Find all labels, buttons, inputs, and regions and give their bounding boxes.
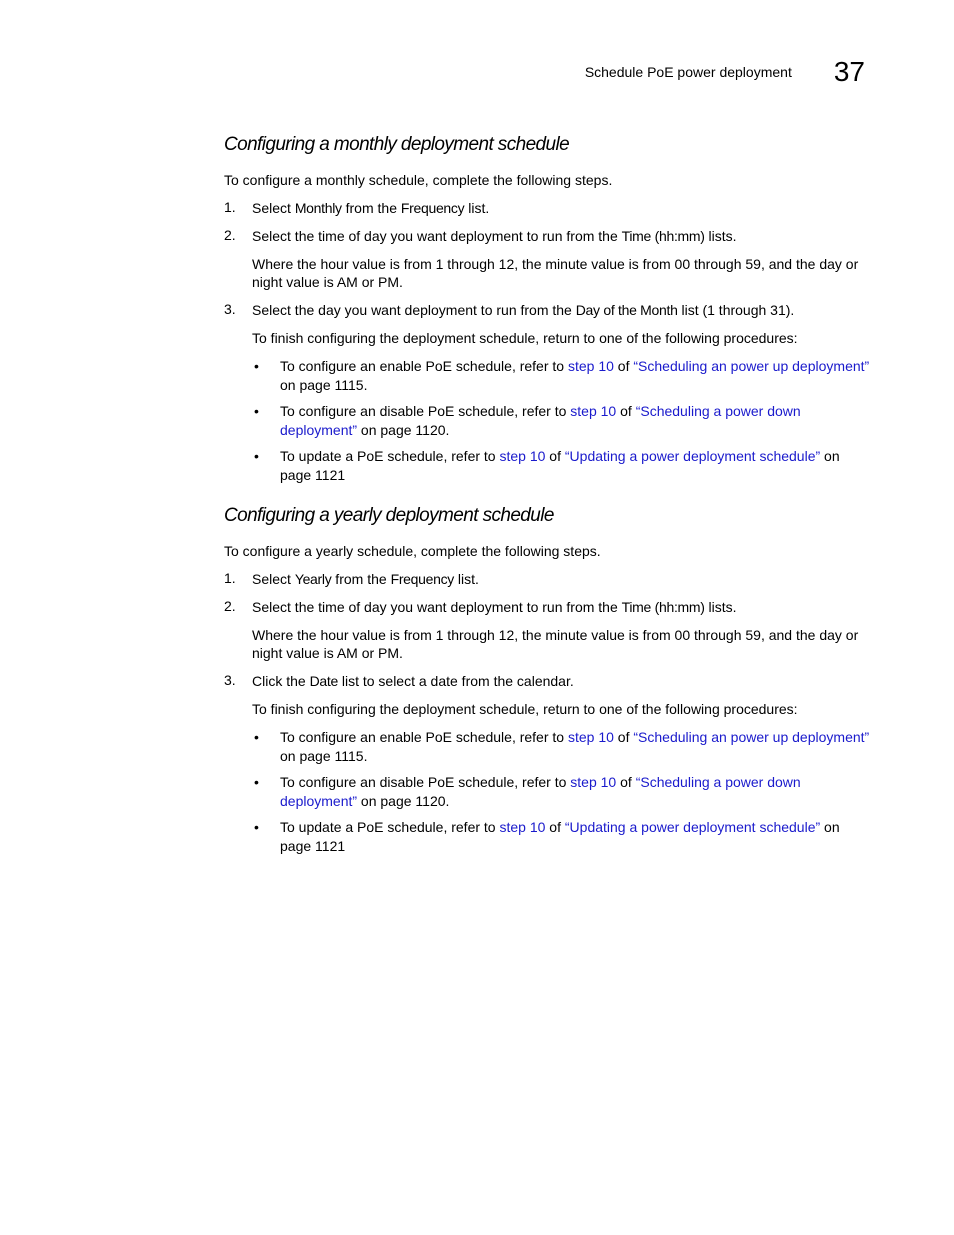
ui-term: Frequency [390,571,455,587]
ui-term: Frequency [400,200,465,216]
step-link[interactable]: step 10 [567,358,614,374]
list-item: • To update a PoE schedule, refer to step 10 of “Updating a power deployment schedule” on page 1121 [254,819,840,854]
bullet-icon: • [254,358,259,374]
step-text: Click the Date list to select a date from the calendar. [252,673,574,689]
section-intro: To configure a monthly schedule, complete the following steps. [224,172,613,188]
step-link[interactable]: step 10 [499,819,546,835]
ui-term: Day of the Month [575,302,678,318]
step-link[interactable]: step 10 [570,403,617,419]
section-intro: To configure a yearly schedule, complete the following steps. [224,543,601,559]
running-title: Schedule PoE power deployment [584,64,792,80]
step-number: 2. [224,227,236,243]
section-heading: Configuring a yearly deployment schedule [224,505,554,526]
section-heading: Configuring a monthly deployment schedule [224,134,570,155]
step-1 [224,570,874,588]
bullet-icon: • [254,403,259,419]
step-link[interactable]: step 10 [499,448,546,464]
section-yearly [224,504,874,866]
xref-link[interactable]: “Scheduling an power up deployment” [633,729,870,745]
step-3 [224,672,874,856]
list-item: • To update a PoE schedule, refer to step 10 of “Updating a power deployment schedule” on page 1121 [254,448,840,483]
step-text: Select Monthly from the Frequency list. [252,200,490,216]
procedure-list [252,357,874,485]
step-continuation: To finish configuring the deployment schedule, return to one of the following procedures: [252,330,798,346]
step-text: Select Yearly from the Frequency list. [252,571,479,587]
list-item: • To configure an enable PoE schedule, refer to step 10 of “Scheduling an power up deployment” on page 1115. [254,358,870,393]
bullet-icon: • [254,774,259,790]
procedure-list [252,728,874,856]
ui-term: Monthly [294,200,342,216]
bullet-icon: • [254,729,259,745]
list-item: • To configure an disable PoE schedule, refer to step 10 of “Scheduling a power down deployment” on page 1120. [254,403,801,438]
step-number: 3. [224,301,236,317]
step-number: 1. [224,570,236,586]
step-1 [224,199,874,217]
step-3 [224,301,874,485]
step-note: Where the hour value is from 1 through 12, the minute value is from 00 through 59, and the day or night value is AM or PM. [252,627,859,661]
step-note: Where the hour value is from 1 through 12, the minute value is from 00 through 59, and the day or night value is AM or PM. [252,256,859,290]
step-2 [224,227,874,291]
xref-link[interactable]: “Scheduling a power down deployment” [280,774,801,809]
xref-link[interactable]: “Scheduling a power down deployment” [280,403,801,438]
step-text: Select the time of day you want deployment to run from the Time (hh:mm) lists. [252,228,737,244]
ui-term: Time (hh:mm) [621,228,705,244]
xref-link[interactable]: “Scheduling an power up deployment” [633,358,870,374]
xref-link[interactable]: “Updating a power deployment schedule” [564,819,821,835]
list-item: • To configure an disable PoE schedule, refer to step 10 of “Scheduling a power down deployment” on page 1120. [254,774,801,809]
step-link[interactable]: step 10 [570,774,617,790]
step-continuation: To finish configuring the deployment schedule, return to one of the following procedures: [252,701,798,717]
step-number: 1. [224,199,236,215]
xref-link[interactable]: “Updating a power deployment schedule” [564,448,821,464]
page-header [585,58,865,86]
step-number: 3. [224,672,236,688]
step-text: Select the day you want deployment to run from the Day of the Month list (1 through 31). [252,302,795,318]
bullet-icon: • [254,819,259,835]
list-item: • To configure an enable PoE schedule, refer to step 10 of “Scheduling an power up deployment” on page 1115. [254,729,870,764]
step-link[interactable]: step 10 [567,729,614,745]
step-2 [224,598,874,662]
step-text: Select the time of day you want deployment to run from the Time (hh:mm) lists. [252,599,737,615]
ui-term: Time (hh:mm) [621,599,705,615]
chapter-number: 37 [833,56,865,87]
ui-term: Yearly [294,571,332,587]
step-number: 2. [224,598,236,614]
ui-term: Date [309,673,338,689]
bullet-icon: • [254,448,259,464]
section-monthly [224,133,874,495]
